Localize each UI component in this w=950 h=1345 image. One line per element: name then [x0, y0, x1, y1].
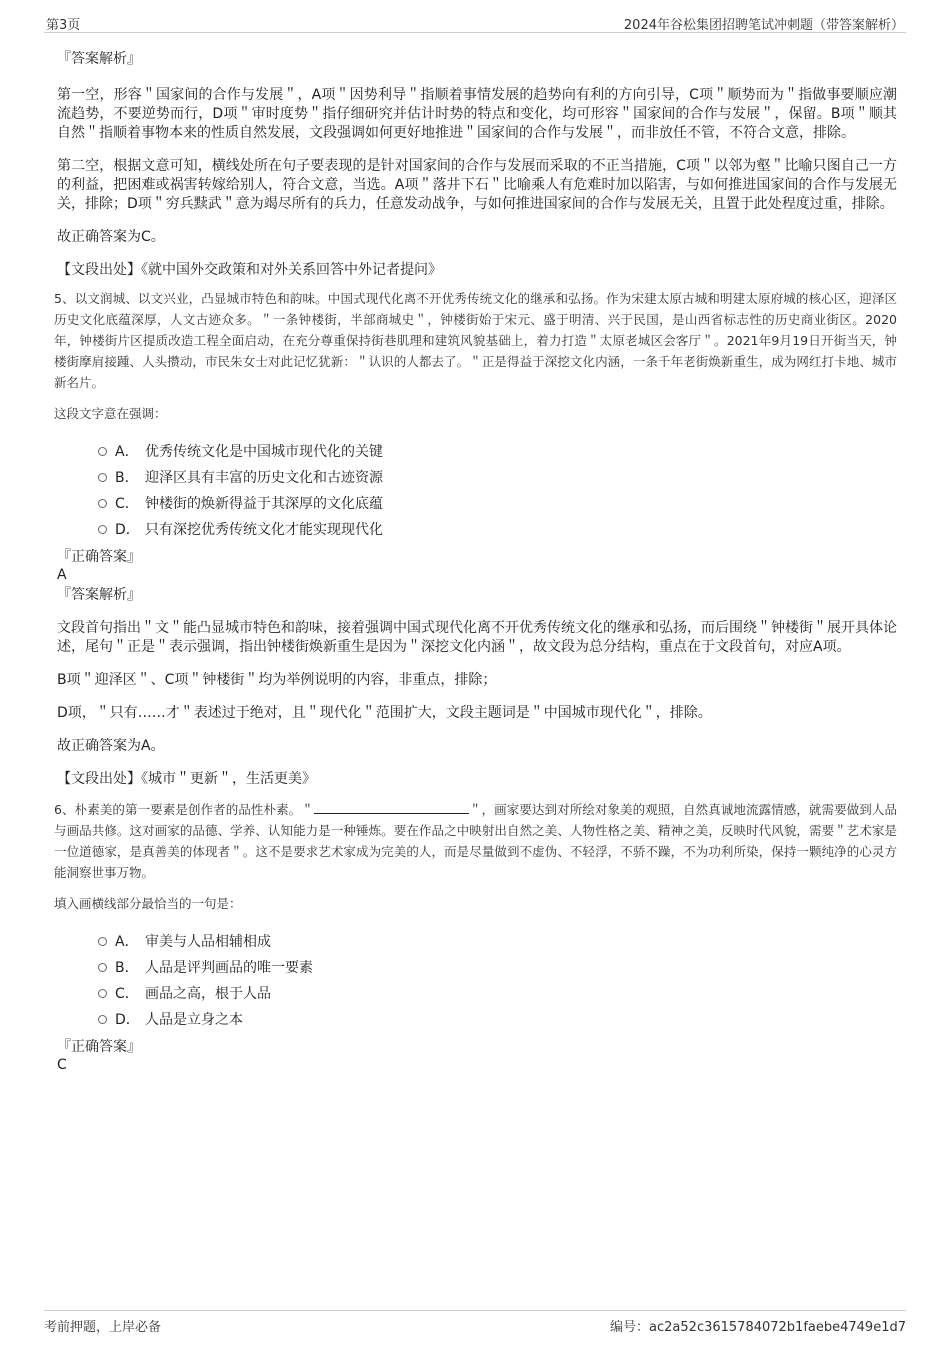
fill-in-blank	[314, 801, 469, 814]
footer-slogan: 考前押题，上岸必备	[44, 1320, 162, 1335]
radio-icon[interactable]	[98, 473, 107, 482]
q5-conclusion: 故正确答案为A。	[57, 738, 165, 754]
page-header	[44, 12, 906, 33]
q6-option-b[interactable]: B． 人品是评判画品的唯一要素	[57, 954, 897, 980]
page-footer	[44, 1310, 906, 1337]
radio-icon[interactable]	[98, 499, 107, 508]
q5-stem: 5、以文润城、以文兴业，凸显城市特色和韵味。中国式现代化离不开优秀传统文化的继承和弘扬。作为宋建太原古城和明建太原府城的核心区，迎泽区历史文化底蕴深厚，人文古迹众多。＂一条钟楼街，半部商城史＂，钟楼街始于宋元、盛于明清、兴于民国，是山西省标志性的历史商业街区。2020年，钟楼街片区提质改造工程全面启动，在充分尊重保持街巷肌理和建筑风貌基础上，着力打造＂太原老城区会客厅＂。2021年9月19日开街当天，钟楼街摩肩接踵、人头攒动，市民朱女士对此记忆犹新：＂认识的人都去了。＂正是得益于深挖文化内涵，一条千年老街焕新重生，成为网红打卡地、城市新名片。	[54, 291, 897, 390]
radio-icon[interactable]	[98, 1015, 107, 1024]
q6-option-c[interactable]: C． 画品之高，根于人品	[57, 980, 897, 1006]
q6-option-d[interactable]: D． 人品是立身之本	[57, 1006, 897, 1032]
q4-analysis-p1: 第一空，形容＂国家间的合作与发展＂，A项＂因势利导＂指顺着事情发展的趋势向有利的方向引导，C项＂顺势而为＂指做事要顺应潮流趋势，不要逆势而行，D项＂审时度势＂指仔细研究并估计时势的特点和变化，均可形容＂国家间的合作与发展＂，保留。B项＂顺其自然＂指顺着事物本来的性质自然发展，文段强调如何更好地推进＂国家间的合作与发展＂，而非放任不管，不符合文意，排除。	[57, 87, 897, 141]
q4-analysis-p2: 第二空，根据文意可知，横线处所在句子要表现的是针对国家间的合作与发展而采取的不正当措施，C项＂以邻为壑＂比喻只图自己一方的利益，把困难或祸害转嫁给别人，符合文意，当选。A项＂落井下石＂比喻乘人有危难时加以陷害，与如何推进国家间的合作与发展无关，排除；D项＂穷兵黩武＂意为竭尽所有的兵力，任意发动战争，与如何推进国家间的合作与发展无关，且置于此处程度过重，排除。	[57, 158, 897, 212]
q4-conclusion: 故正确答案为C。	[57, 229, 165, 245]
document-title: 2024年谷松集团招聘笔试冲刺题（带答案解析）	[623, 18, 904, 33]
q5-analysis-p1: 文段首句指出＂文＂能凸显城市特色和韵味，接着强调中国式现代化离不开优秀传统文化的继承和弘扬，而后围绕＂钟楼街＂展开具体论述，尾句＂正是＂表示强调，指出钟楼街焕新重生是因为＂深挖文化内涵＂，故文段为总分结构，重点在于文段首句，对应A项。	[57, 620, 897, 655]
radio-icon[interactable]	[98, 937, 107, 946]
q6-answer-label: 『正确答案』	[57, 1039, 141, 1055]
q5-analysis-p3: D项，＂只有……才＂表述过于绝对，且＂现代化＂范围扩大，文段主题词是＂中国城市现代化＂，排除。	[57, 705, 712, 721]
radio-icon[interactable]	[98, 447, 107, 456]
page-number: 第3页	[46, 18, 81, 33]
q5-options	[57, 438, 897, 542]
q6-options	[57, 928, 897, 1032]
q4-source: 【文段出处】《就中国外交政策和对外关系回答中外记者提问》	[57, 262, 442, 278]
q6-stem: 6、朴素美的第一要素是创作者的品性朴素。＂ ＂，画家要达到对所绘对象美的观照，自然真诚地流露情感，就需要做到人品与画品共修。这对画家的品德、学养、认知能力是一种锤炼。要在作品之中映射出自然之美、人物性格之美、精神之美，反映时代风貌，需要＂艺术家是一位道德家，是真善美的体现者＂。这不是要求艺术家成为完美的人，而是尽量做到不虚伪、不轻浮，不骄不躁，不为功利所染，保持一颗纯净的心灵方能洞察世事万物。	[54, 802, 897, 880]
q5-answer: A	[57, 567, 67, 583]
radio-icon[interactable]	[98, 963, 107, 972]
q5-analysis-label: 『答案解析』	[57, 587, 141, 603]
q5-option-d[interactable]: D． 只有深挖优秀传统文化才能实现现代化	[57, 516, 897, 542]
q6-option-a[interactable]: A． 审美与人品相辅相成	[57, 928, 897, 954]
q5-option-c[interactable]: C． 钟楼街的焕新得益于其深厚的文化底蕴	[57, 490, 897, 516]
q6-prompt: 填入画横线部分最恰当的一句是：	[54, 896, 242, 911]
q6-answer: C	[57, 1057, 67, 1073]
q5-option-b[interactable]: B． 迎泽区具有丰富的历史文化和古迹资源	[57, 464, 897, 490]
radio-icon[interactable]	[98, 525, 107, 534]
q5-source: 【文段出处】《城市＂更新＂，生活更美》	[57, 771, 316, 787]
q5-prompt: 这段文字意在强调：	[54, 406, 167, 421]
page-content	[54, 46, 897, 1073]
q5-answer-label: 『正确答案』	[57, 549, 141, 565]
q5-analysis-p2: B项＂迎泽区＂、C项＂钟楼街＂均为举例说明的内容，非重点，排除；	[57, 672, 497, 688]
q4-analysis-label: 『答案解析』	[57, 51, 141, 67]
q5-option-a[interactable]: A． 优秀传统文化是中国城市现代化的关键	[57, 438, 897, 464]
document-code: 编号：ac2a52c3615784072b1faebe4749e1d7	[610, 1320, 906, 1335]
radio-icon[interactable]	[98, 989, 107, 998]
